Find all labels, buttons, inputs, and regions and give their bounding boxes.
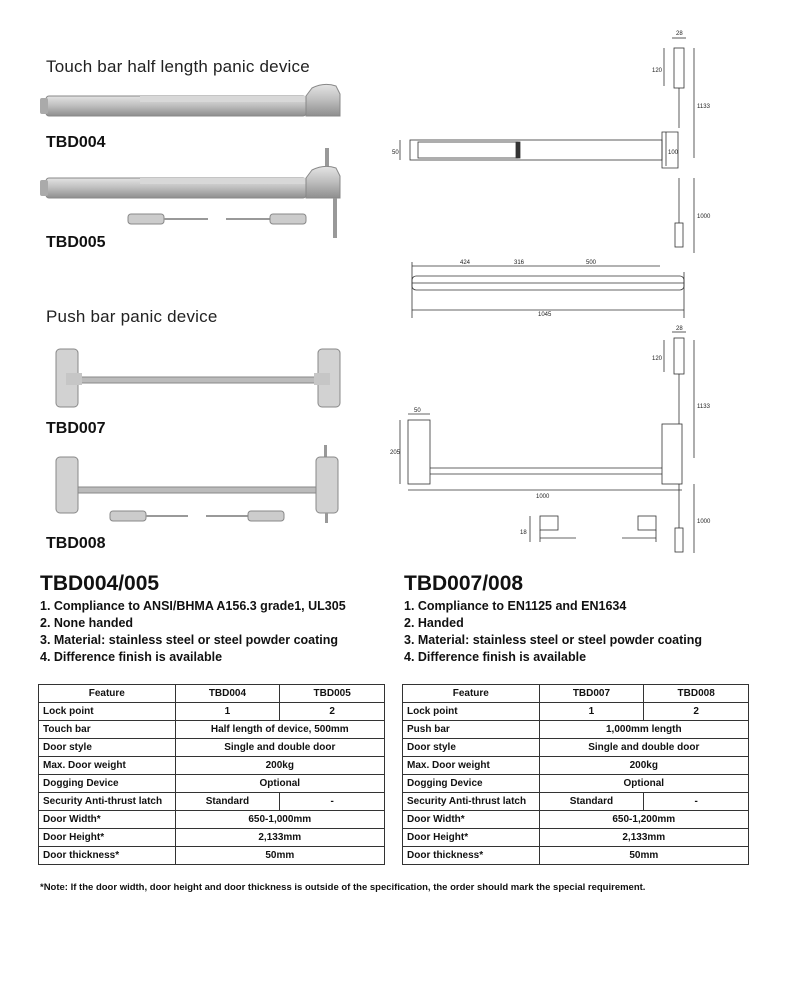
model-tbd005-label: TBD005 xyxy=(46,234,106,251)
table-cell: Half length of device, 500mm xyxy=(175,721,384,739)
dim-touch-50: 50 xyxy=(392,150,399,156)
table-row xyxy=(39,685,385,703)
table-cell: - xyxy=(280,793,385,811)
table-cell: TBD005 xyxy=(280,685,385,703)
left-spec-item: 3. Material: stainless steel or steel powder coating xyxy=(40,633,339,647)
table-cell: TBD008 xyxy=(644,685,749,703)
table-row xyxy=(39,703,385,721)
tbd005-product-image xyxy=(40,148,360,240)
right-spec-table xyxy=(402,684,749,865)
model-tbd008-label: TBD008 xyxy=(46,535,106,552)
table-cell: 650-1,000mm xyxy=(175,811,384,829)
tbd007-product-image xyxy=(48,345,348,411)
dim-push-1000: 1000 xyxy=(536,494,550,500)
push-bar-section-title: Push bar panic device xyxy=(46,307,218,326)
table-cell: Optional xyxy=(175,775,384,793)
dim-touch-1000: 1000 xyxy=(697,214,711,220)
right-spec-item: 2. Handed xyxy=(404,616,464,630)
dim-push-1000b: 1000 xyxy=(697,519,711,525)
table-cell: 2 xyxy=(644,703,749,721)
left-spec-list xyxy=(40,598,346,666)
table-cell: Door thickness* xyxy=(403,847,540,865)
table-cell: 50mm xyxy=(539,847,748,865)
table-cell: Door Width* xyxy=(39,811,176,829)
right-spec-item: 4. Difference finish is available xyxy=(404,650,587,664)
right-spec-item: 1. Compliance to EN1125 and EN1634 xyxy=(404,599,627,613)
table-cell: 200kg xyxy=(539,757,748,775)
table-cell: Dogging Device xyxy=(403,775,540,793)
table-cell: Standard xyxy=(175,793,280,811)
dim-touch-500: 500 xyxy=(586,260,597,266)
dim-touch-28: 28 xyxy=(676,31,683,37)
table-cell: 2,133mm xyxy=(539,829,748,847)
dim-push-18: 18 xyxy=(520,530,527,536)
table-cell: 50mm xyxy=(175,847,384,865)
table-cell: Single and double door xyxy=(175,739,384,757)
dim-push-50: 50 xyxy=(414,408,421,414)
table-cell: 1,000mm length xyxy=(539,721,748,739)
dim-push-28: 28 xyxy=(676,326,683,332)
table-row xyxy=(39,847,385,865)
table-cell: Feature xyxy=(39,685,176,703)
table-cell: Push bar xyxy=(403,721,540,739)
table-row xyxy=(403,757,749,775)
table-cell: TBD004 xyxy=(175,685,280,703)
table-row xyxy=(403,685,749,703)
table-cell: Door style xyxy=(403,739,540,757)
table-row xyxy=(403,703,749,721)
table-cell: Door Height* xyxy=(39,829,176,847)
table-cell: Single and double door xyxy=(539,739,748,757)
right-spec-title: TBD007/008 xyxy=(404,572,524,595)
table-cell: Security Anti-thrust latch xyxy=(403,793,540,811)
table-cell: 200kg xyxy=(175,757,384,775)
dim-push-205: 205 xyxy=(390,450,401,456)
table-cell: Door Height* xyxy=(403,829,540,847)
table-row xyxy=(39,829,385,847)
table-cell: Door Width* xyxy=(403,811,540,829)
table-row xyxy=(39,757,385,775)
touch-bar-section-title: Touch bar half length panic device xyxy=(46,57,310,76)
dim-push-1133: 1133 xyxy=(697,404,710,410)
table-row xyxy=(39,811,385,829)
table-row xyxy=(39,721,385,739)
dim-push-120: 120 xyxy=(652,356,663,362)
table-row xyxy=(403,721,749,739)
table-row xyxy=(403,811,749,829)
table-cell: 2,133mm xyxy=(175,829,384,847)
table-cell: 1 xyxy=(539,703,644,721)
left-spec-table xyxy=(38,684,385,865)
table-row xyxy=(39,775,385,793)
table-cell: Standard xyxy=(539,793,644,811)
table-row xyxy=(403,739,749,757)
touch-bar-technical-drawing xyxy=(390,28,720,328)
left-spec-item: 1. Compliance to ANSI/BHMA A156.3 grade1, UL305 xyxy=(40,599,346,613)
dim-touch-120: 120 xyxy=(652,68,663,74)
right-spec-list xyxy=(404,598,702,666)
table-cell: Door style xyxy=(39,739,176,757)
tbd004-product-image xyxy=(40,80,360,130)
dim-touch-1045: 1045 xyxy=(538,312,552,318)
table-cell: TBD007 xyxy=(539,685,644,703)
table-cell: Security Anti-thrust latch xyxy=(39,793,176,811)
dim-touch-100: 100 xyxy=(668,150,679,156)
dim-touch-424: 424 xyxy=(460,260,471,266)
dim-touch-316: 316 xyxy=(514,260,525,266)
dim-touch-1133: 1133 xyxy=(697,104,710,110)
table-cell: Max. Door weight xyxy=(39,757,176,775)
table-row xyxy=(39,793,385,811)
table-cell: Max. Door weight xyxy=(403,757,540,775)
table-cell: Optional xyxy=(539,775,748,793)
table-cell: Dogging Device xyxy=(39,775,176,793)
table-cell: 2 xyxy=(280,703,385,721)
table-cell: Feature xyxy=(403,685,540,703)
footnote: *Note: If the door width, door height and door thickness is outside of the specification, the order should mark the special requirement. xyxy=(40,882,646,893)
table-cell: 1 xyxy=(175,703,280,721)
table-cell: Lock point xyxy=(39,703,176,721)
left-spec-item: 2. None handed xyxy=(40,616,134,630)
table-row xyxy=(403,847,749,865)
table-row xyxy=(403,829,749,847)
table-row xyxy=(403,775,749,793)
table-cell: - xyxy=(644,793,749,811)
left-spec-title: TBD004/005 xyxy=(40,572,160,595)
table-cell: 650-1,200mm xyxy=(539,811,748,829)
model-tbd004-label: TBD004 xyxy=(46,134,106,151)
table-cell: Touch bar xyxy=(39,721,176,739)
left-spec-item: 4. Difference finish is available xyxy=(40,650,223,664)
table-row xyxy=(403,793,749,811)
right-spec-item: 3. Material: stainless steel or steel powder coating xyxy=(404,633,703,647)
push-bar-technical-drawing xyxy=(390,328,720,563)
table-row xyxy=(39,739,385,757)
table-cell: Door thickness* xyxy=(39,847,176,865)
table-cell: Lock point xyxy=(403,703,540,721)
tbd008-product-image xyxy=(48,445,348,530)
model-tbd007-label: TBD007 xyxy=(46,420,106,437)
